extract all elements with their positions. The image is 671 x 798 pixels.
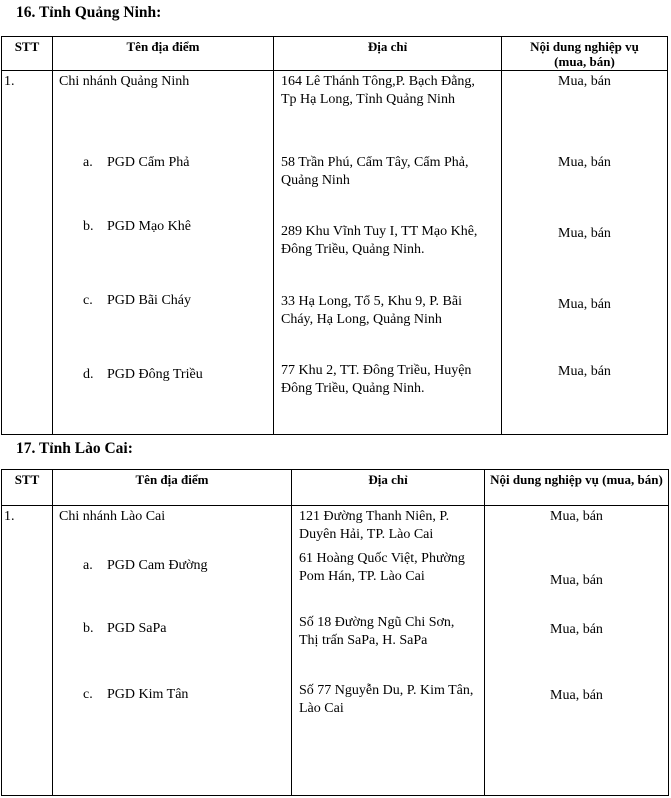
business-value: Mua, bán	[558, 155, 611, 170]
stt-cell	[2, 71, 53, 435]
business-value: Mua, bán	[550, 573, 603, 588]
header-business: Nội dung nghiệp vụ (mua, bán)	[485, 470, 669, 506]
office-name: PGD Đông Triều	[107, 367, 203, 382]
list-marker: a.	[83, 558, 93, 573]
address-text: 77 Khu 2, TT. Đông Triều, Huyện Đông Triều, Quảng Ninh.	[281, 363, 472, 396]
name-cell	[53, 506, 292, 796]
table-header-row	[2, 37, 668, 71]
address-text: 33 Hạ Long, Tổ 5, Khu 9, P. Bãi Cháy, Hạ Long, Quảng Ninh	[281, 294, 462, 327]
branch-name: Chi nhánh Lào Cai	[59, 509, 166, 524]
header-stt: STT	[2, 470, 53, 506]
section-title: 16. Tỉnh Quảng Ninh:	[16, 4, 162, 21]
address-text: 289 Khu Vĩnh Tuy I, TT Mạo Khê, Đông Triều, Quảng Ninh.	[281, 224, 478, 257]
business-cell	[502, 71, 668, 435]
header-address: Địa chỉ	[274, 37, 502, 71]
list-marker: d.	[83, 367, 94, 382]
header-stt: STT	[2, 37, 53, 71]
section-title: 17. Tỉnh Lào Cai:	[16, 440, 133, 457]
header-name: Tên địa điểm	[53, 470, 292, 506]
header-business: Nội dung nghiệp vụ (mua, bán)	[502, 37, 668, 71]
branch-table	[1, 36, 668, 435]
office-name: PGD Cam Đường	[107, 558, 208, 573]
business-value: Mua, bán	[558, 74, 611, 89]
branch-table	[1, 469, 669, 796]
business-value: Mua, bán	[558, 226, 611, 241]
list-marker: c.	[83, 687, 93, 702]
address-text: 58 Trần Phú, Cẩm Tây, Cẩm Phả, Quảng Ninh	[281, 155, 469, 188]
business-value: Mua, bán	[558, 297, 611, 312]
address-cell	[292, 506, 485, 796]
address-text: Số 18 Đường Ngũ Chi Sơn, Thị trấn SaPa, H. SaPa	[299, 615, 455, 648]
stt-value: 1.	[4, 509, 15, 524]
name-cell	[53, 71, 274, 435]
address-cell	[274, 71, 502, 435]
business-value: Mua, bán	[550, 688, 603, 703]
office-name: PGD Cẩm Phả	[107, 155, 190, 170]
table-header-row	[2, 470, 669, 506]
office-name: PGD Kim Tân	[107, 687, 189, 702]
business-value: Mua, bán	[558, 364, 611, 379]
header-address: Địa chỉ	[292, 470, 485, 506]
business-value: Mua, bán	[550, 509, 603, 524]
list-marker: b.	[83, 219, 94, 234]
table-row	[2, 71, 668, 435]
stt-cell	[2, 506, 53, 796]
address-text: 61 Hoàng Quốc Việt, Phường Pom Hán, TP. Lào Cai	[299, 551, 465, 584]
business-cell	[485, 506, 669, 796]
address-text: 164 Lê Thánh Tông,P. Bạch Đằng, Tp Hạ Long, Tỉnh Quảng Ninh	[281, 74, 475, 107]
header-name: Tên địa điểm	[53, 37, 274, 71]
address-text: 121 Đường Thanh Niên, P. Duyên Hải, TP. Lào Cai	[299, 509, 450, 542]
branch-name: Chi nhánh Quảng Ninh	[59, 74, 190, 89]
address-text: Số 77 Nguyễn Du, P. Kim Tân, Lào Cai	[299, 683, 474, 716]
list-marker: a.	[83, 155, 93, 170]
office-name: PGD Mạo Khê	[107, 219, 191, 234]
list-marker: c.	[83, 293, 93, 308]
business-value: Mua, bán	[550, 622, 603, 637]
list-marker: b.	[83, 621, 94, 636]
office-name: PGD Bãi Cháy	[107, 293, 191, 308]
office-name: PGD SaPa	[107, 621, 167, 636]
table-row	[2, 506, 669, 796]
stt-value: 1.	[4, 74, 15, 89]
